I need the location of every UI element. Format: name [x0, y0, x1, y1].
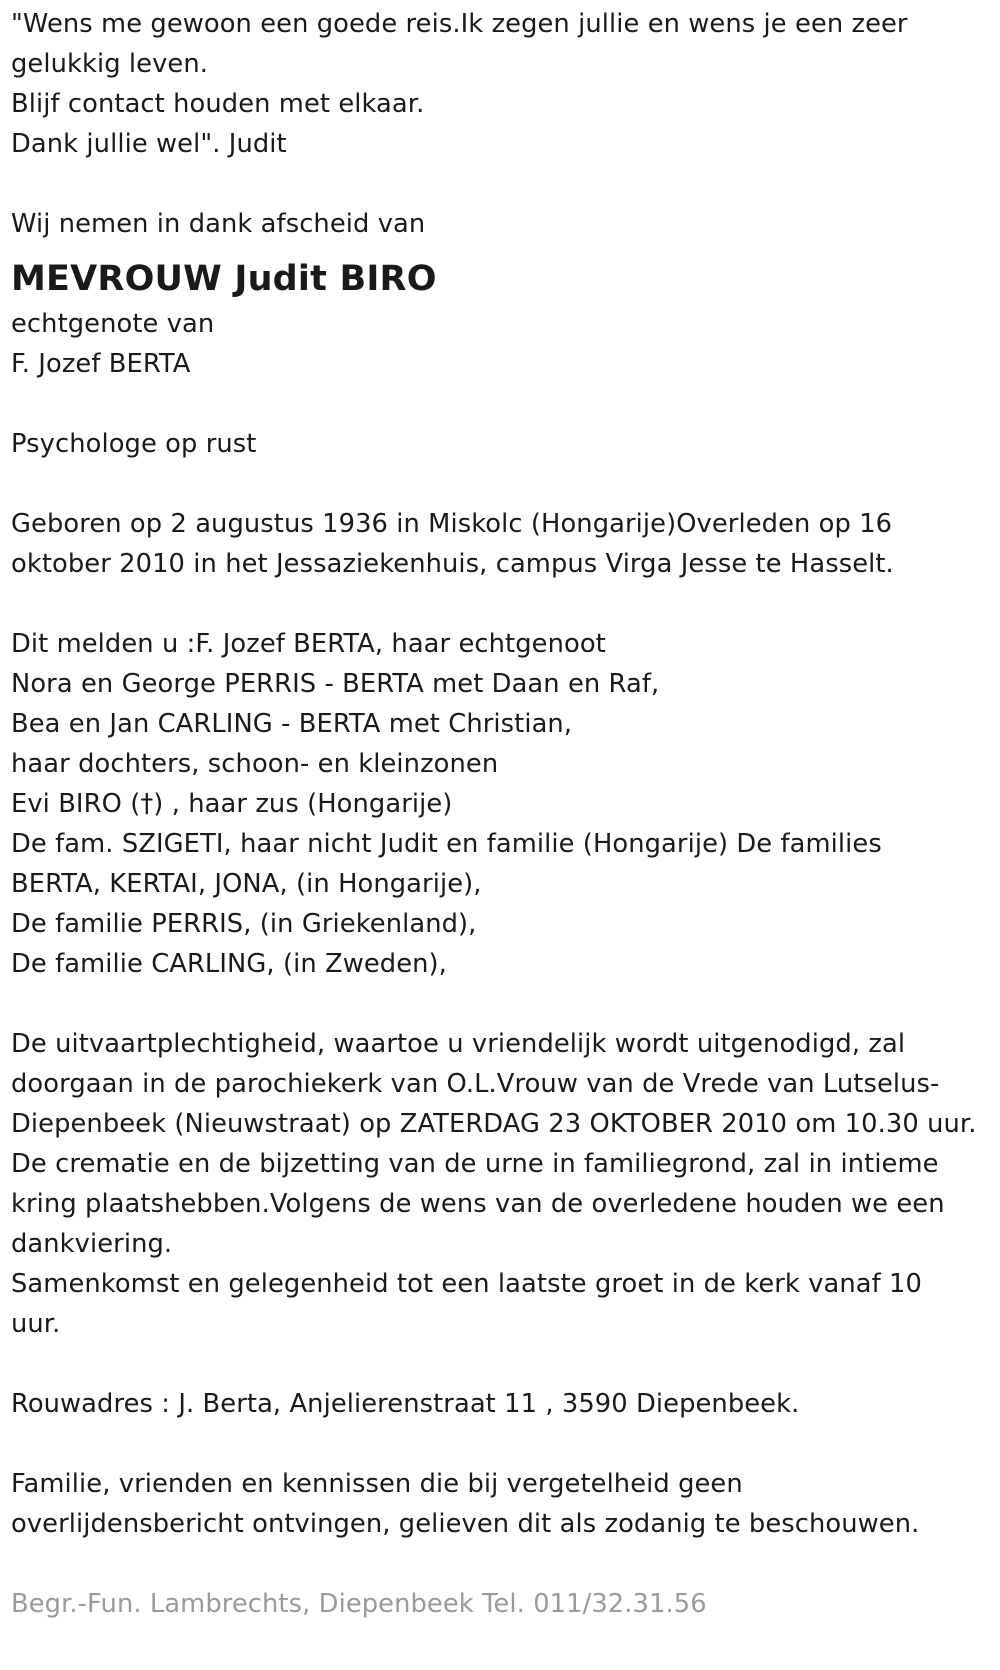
ceremony-line: uur. — [11, 1309, 61, 1339]
spacer — [11, 164, 996, 204]
family-line: Nora en George PERRIS - BERTA met Daan en Raf, — [11, 669, 660, 699]
spacer — [11, 584, 996, 624]
deceased-name: MEVROUW Judit BIRO — [11, 259, 437, 299]
ceremony-line: De uitvaartplechtigheid, waartoe u vriendelijk wordt uitgenodigd, zal — [11, 1029, 906, 1059]
family-block — [11, 624, 996, 984]
spacer — [11, 464, 996, 504]
ceremony-block — [11, 1024, 996, 1344]
family-line: Dit melden u :F. Jozef BERTA, haar echtgenoot — [11, 629, 606, 659]
notice-line: overlijdensbericht ontvingen, gelieven dit als zodanig te beschouwen. — [11, 1509, 920, 1539]
family-line: Bea en Jan CARLING - BERTA met Christian, — [11, 709, 573, 739]
quote-line: "Wens me gewoon een goede reis.Ik zegen jullie en wens je een zeer — [11, 9, 908, 39]
ceremony-line: Diepenbeek (Nieuwstraat) op ZATERDAG 23 OKTOBER 2010 om 10.30 uur. — [11, 1109, 977, 1139]
family-line: BERTA, KERTAI, JONA, (in Hongarije), — [11, 869, 482, 899]
family-line: Evi BIRO (†) , haar zus (Hongarije) — [11, 789, 453, 819]
ceremony-line: Samenkomst en gelegenheid tot een laatste groet in de kerk vanaf 10 — [11, 1269, 922, 1299]
ceremony-line: De crematie en de bijzetting van de urne in familiegrond, zal in intieme — [11, 1149, 939, 1179]
relation-line: echtgenote van — [11, 309, 215, 339]
relation-line: F. Jozef BERTA — [11, 349, 191, 379]
ceremony-line: doorgaan in de parochiekerk van O.L.Vrouw van de Vrede van Lutselus- — [11, 1069, 940, 1099]
spacer — [11, 1344, 996, 1384]
notice-line: Familie, vrienden en kennissen die bij vergetelheid geen — [11, 1469, 743, 1499]
quote-line: gelukkig leven. — [11, 49, 209, 79]
funeral-home-footer: Begr.-Fun. Lambrechts, Diepenbeek Tel. 011/32.31.56 — [11, 1589, 707, 1619]
family-line: haar dochters, schoon- en kleinzonen — [11, 749, 499, 779]
intro-text: Wij nemen in dank afscheid van — [11, 209, 426, 239]
spacer — [11, 384, 996, 424]
profession-text: Psychologe op rust — [11, 429, 257, 459]
quote-line: Blijf contact houden met elkaar. — [11, 89, 425, 119]
ceremony-line: kring plaatshebben.Volgens de wens van de overledene houden we een — [11, 1189, 945, 1219]
relation-block — [11, 304, 996, 384]
quote-line: Dank jullie wel". Judit — [11, 129, 287, 159]
spacer — [11, 984, 996, 1024]
family-line: De familie PERRIS, (in Griekenland), — [11, 909, 477, 939]
obituary-document — [11, 4, 996, 1624]
dates-line: Geboren op 2 augustus 1936 in Miskolc (Hongarije)Overleden op 16 — [11, 509, 893, 539]
dates-block — [11, 504, 996, 584]
family-line: De fam. SZIGETI, haar nicht Judit en familie (Hongarije) De families — [11, 829, 882, 859]
ceremony-line: dankviering. — [11, 1229, 173, 1259]
spacer — [11, 1424, 996, 1464]
mourning-address: Rouwadres : J. Berta, Anjelierenstraat 11 , 3590 Diepenbeek. — [11, 1389, 800, 1419]
notice-block — [11, 1464, 996, 1544]
dates-line: oktober 2010 in het Jessaziekenhuis, campus Virga Jesse te Hasselt. — [11, 549, 894, 579]
quote-block — [11, 4, 996, 164]
family-line: De familie CARLING, (in Zweden), — [11, 949, 447, 979]
